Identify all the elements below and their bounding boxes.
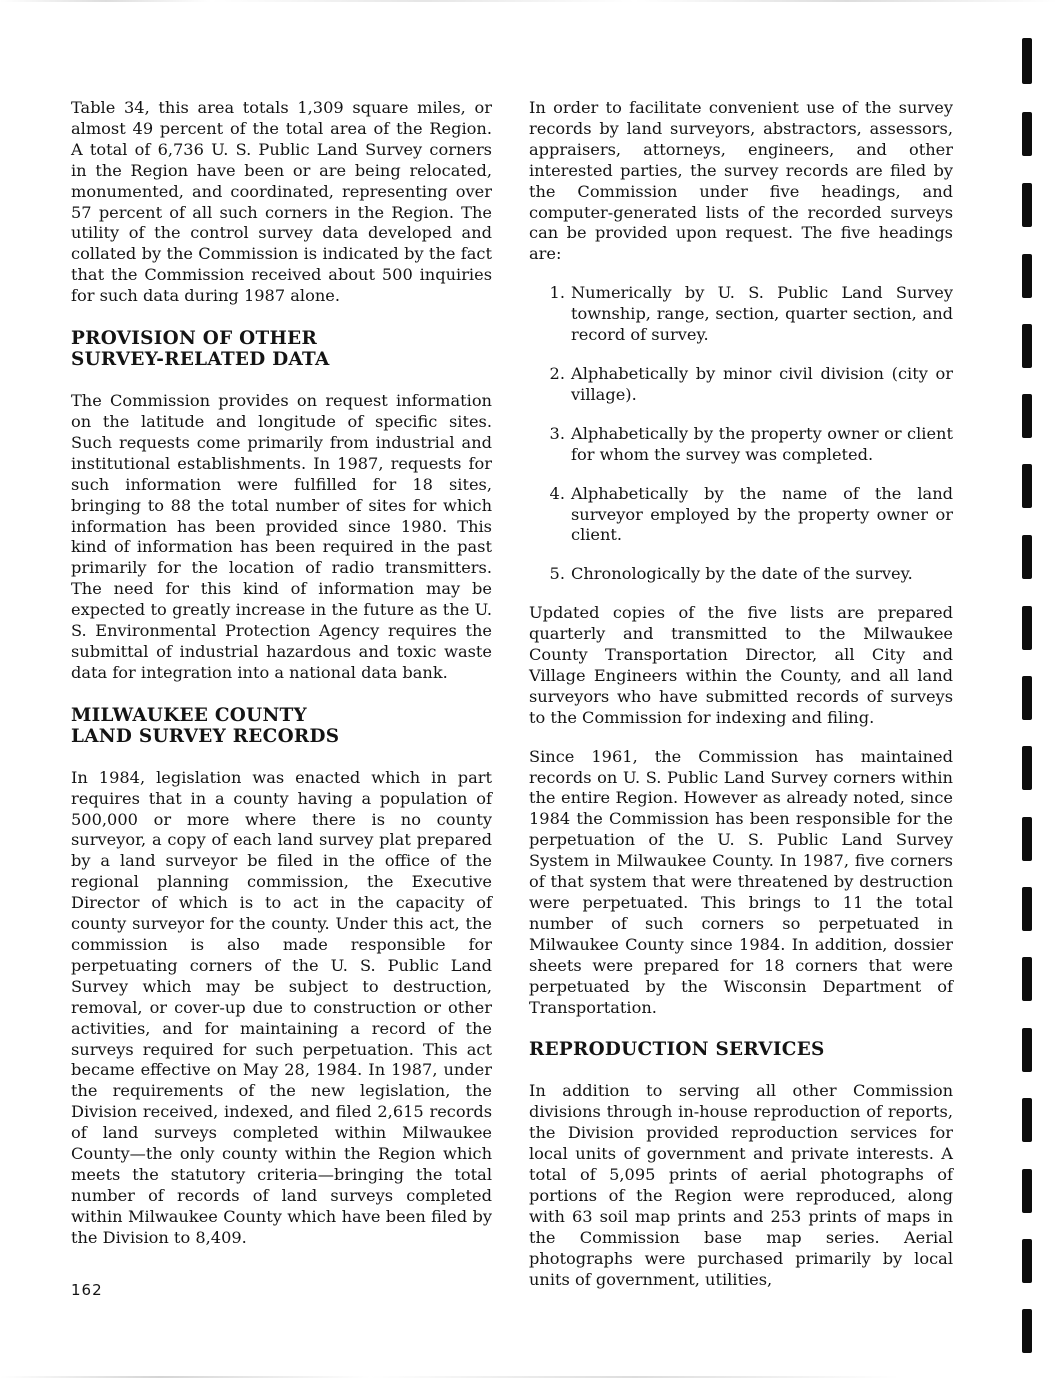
scan-mark [1022, 1309, 1032, 1353]
scan-mark [1022, 464, 1032, 508]
scan-mark [1022, 112, 1032, 156]
scan-bottom-edge [0, 1376, 1058, 1378]
list-item [529, 283, 953, 346]
list-item [529, 424, 953, 466]
heading-reproduction-services: REPRODUCTION SERVICES [529, 1039, 825, 1061]
list-item-number: 1. [549, 283, 565, 303]
scan-top-edge [0, 0, 1058, 2]
scan-mark [1022, 254, 1032, 298]
list-item-number: 5. [549, 564, 565, 584]
paragraph-updated-copies: Updated copies of the five lists are prepared quarterly and transmitted to the Milwaukee County Transportation Director, all City and Village Engineers within the County, and all land surveyors who have submitted records of surveys to the Commission for indexing and filing. [529, 603, 953, 727]
paragraph-since-1961: Since 1961, the Commission has maintained records on U. S. Public Land Survey corners within the entire Region. However as already noted, since 1984 the Commission has been responsible for the perpetuation of the U. S. Public Land Survey System in Milwaukee County. In 1987, five corners of that system that were threatened by destruction were perpetuated. This brings to 11 the total number of such corners so perpetuated in Milwaukee County since 1984. In addition, dossier sheets were prepared for 18 corners that were perpetuated by the Wisconsin Department of Transportation. [529, 746, 953, 1017]
heading-line: PROVISION OF OTHER [71, 328, 318, 350]
heading-line: SURVEY-RELATED DATA [71, 349, 330, 371]
scan-mark [1022, 1239, 1032, 1283]
list-item [529, 484, 953, 547]
scan-mark [1022, 746, 1032, 790]
list-item-number: 2. [549, 363, 565, 383]
list-item-text: Alphabetically by the name of the land surveyor employed by the property owner or client. [571, 483, 953, 545]
list-item [529, 364, 953, 406]
list-item-text: Chronologically by the date of the survey. [571, 564, 913, 584]
paragraph-1984-legislation: In 1984, legislation was enacted which in part requires that in a county having a population of 500,000 or more where there is no county surveyor, a copy of each land survey plat prepared by a land surveyor be filed in the office of the regional planning commission, the Executive Director of which is to act in the capacity of county surveyor for the county. Under this act, the commission is also made responsible for perpetuating corners of the U. S. Public Land Survey which may be subject to destruction, removal, or cover-up due to construction or other activities, and for maintaining a record of the surveys required for such perpetuation. This act became effective on May 28, 1984. In 1987, under the requirements of the new legislation, the Division received, indexed, and filed 2,615 records of land surveys completed within Milwaukee County—the only county within the Region which meets the statutory criteria—bringing the total number of records of land surveys completed within Milwaukee County which have been filed by the Division to 8,409. [71, 767, 492, 1247]
heading-line: LAND SURVEY RECORDS [71, 725, 340, 747]
scan-mark [1022, 676, 1032, 720]
paragraph-reproduction: In addition to serving all other Commission divisions through in-house reproduction of reports, the Division provided reproduction services for local units of government and private interests. A total of 5,095 prints of aerial photographs of portions of the Region were reproduced, along with 63 soil map prints and 253 prints of maps in the Commission base map series. Aerial photographs were purchased primarily by local units of government, utilities, [529, 1081, 953, 1289]
paragraph-survey-records-filing: In order to facilitate convenient use of the survey records by land surveyors, abstractors, assessors, appraisers, attorneys, engineers, and other interested parties, the survey records are filed by the Commission under five headings, and computer-generated lists of the recorded surveys can be provided upon request. The five headings are: [529, 98, 953, 264]
list-item [529, 564, 953, 585]
list-item-number: 4. [549, 483, 565, 503]
left-column [71, 98, 492, 1249]
heading-milwaukee-county-records [71, 705, 492, 747]
right-column [529, 98, 953, 1291]
scan-mark [1022, 1169, 1032, 1213]
scan-mark [1022, 817, 1032, 861]
scan-mark [1022, 1098, 1032, 1142]
paragraph-latitude-longitude: The Commission provides on request information on the latitude and longitude of specific sites. Such requests come primarily from industrial and institutional establishments. In 1987, requests for such information were fulfilled for 18 sites, bringing to 88 the total number of sites for which information has been provided since 1980. This kind of information has been required in the past primarily for the location of radio transmitters. The need for this kind of information may be expected to greatly increase in the future as the U. S. Environmental Protection Agency requires the submittal of industrial hazardous and toxic waste data for integration into a national data bank. [71, 391, 492, 682]
paragraph-area-totals: Table 34, this area totals 1,309 square miles, or almost 49 percent of the total area of the Region. A total of 6,736 U. S. Public Land Survey corners in the Region have been or are being relocated, monumented, and coordinated, representing over 57 percent of all such corners in the Region. The utility of the control survey data developed and collated by the Commission is indicated by the fact that the Commission received about 500 inquiries for such data during 1987 alone. [71, 98, 492, 306]
scan-mark [1022, 535, 1032, 579]
heading-line: MILWAUKEE COUNTY [71, 704, 307, 726]
scan-mark [1022, 887, 1032, 931]
scan-mark [1022, 183, 1032, 227]
scan-mark [1022, 1028, 1032, 1072]
list-item-text: Alphabetically by minor civil division (city or village). [571, 363, 953, 404]
list-item-text: Numerically by U. S. Public Land Survey township, range, section, quarter section, and record of survey. [571, 283, 953, 345]
list-item-number: 3. [549, 423, 565, 443]
scan-mark [1022, 38, 1032, 84]
list-item-text: Alphabetically by the property owner or client for whom the survey was completed. [571, 423, 953, 464]
scan-mark [1022, 957, 1032, 1001]
scan-mark [1022, 606, 1032, 650]
scan-mark [1022, 394, 1032, 438]
five-headings-list [529, 283, 953, 585]
heading-provision-of-other-survey-data [71, 328, 492, 370]
page-number: 162 [71, 1281, 103, 1299]
scan-mark [1022, 324, 1032, 368]
